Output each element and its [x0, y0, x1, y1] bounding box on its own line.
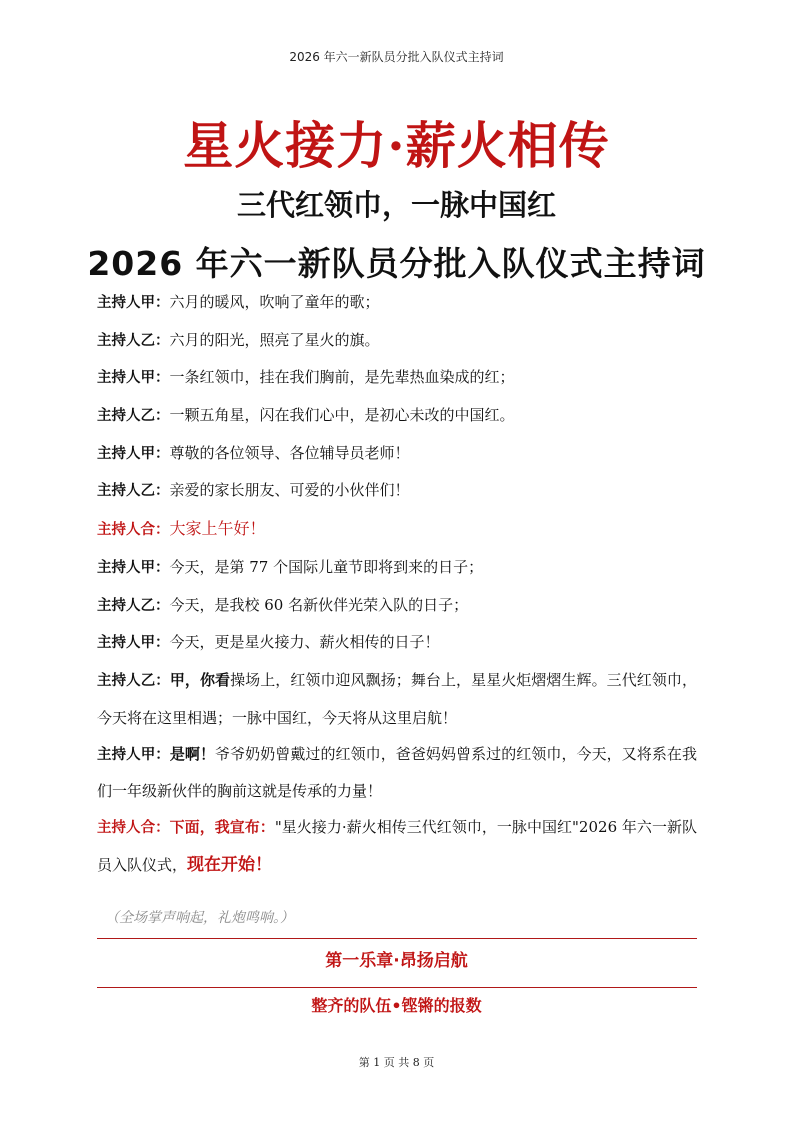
- speaker-label: 主持人甲：: [97, 445, 170, 462]
- stage-direction: （全场掌声响起，礼炮鸣响。）: [105, 910, 294, 926]
- line-text: 操场上，红领巾迎风飘扬；舞台上，星星火炬熠熠生辉。三代红领巾，今天将在这里相遇；一脉中国红，今天将从这里启航！: [97, 671, 697, 727]
- speaker-label: 主持人乙：: [97, 673, 170, 690]
- line-emphasis: 是啊！: [169, 744, 216, 763]
- script-line: [97, 595, 697, 617]
- script-line: [97, 632, 697, 654]
- script-line: [97, 662, 697, 736]
- speaker-label: 主持人甲：: [97, 295, 170, 311]
- line-text: 一颗五角星，闪在我们心中，是初心未改的中国红。: [169, 406, 515, 425]
- speaker-label: 主持人合：: [97, 820, 170, 837]
- section-rule-top: [97, 938, 697, 939]
- line-text: 爷爷奶奶曾戴过的红领巾，爸爸妈妈曾系过的红领巾，今天，又将系在我们一年级新伙伴的胸前这就是传承的力量！: [97, 744, 697, 801]
- script-line: [97, 557, 697, 579]
- speaker-label: 主持人乙：: [97, 408, 170, 425]
- script-lines: [97, 292, 697, 890]
- line-text: 一条红领巾，挂在我们胸前，是先辈热血染成的红；: [169, 368, 515, 387]
- script-line: [97, 330, 697, 352]
- line-text: 六月的暖风，吹响了童年的歌；: [169, 293, 380, 311]
- line-text: 六月的阳光，照亮了星火的旗。: [169, 330, 380, 349]
- line-text: 今天，是我校 60 名新伙伴光荣入队的日子；: [169, 595, 469, 614]
- line-text: 今天，更是星火接力、薪火相传的日子！: [169, 633, 440, 652]
- script-line: [97, 480, 697, 502]
- document-heading: 2026 年六一新队员分批入队仪式主持词: [87, 244, 706, 283]
- script-line: [97, 292, 697, 314]
- line-text: 尊敬的各位领导、各位辅导员老师！: [169, 443, 410, 462]
- line-emphasis: 甲，你看: [169, 671, 231, 690]
- section-rule-bottom: [97, 987, 697, 988]
- line-tail: 现在开始！: [187, 854, 273, 875]
- speaker-label: 主持人乙：: [97, 483, 170, 500]
- speaker-label: 主持人乙：: [97, 597, 170, 614]
- line-emphasis: 下面，我宣布：: [169, 818, 275, 837]
- speaker-label: 主持人甲：: [97, 370, 170, 387]
- document-subtitle: 三代红领巾，一脉中国红: [236, 188, 556, 222]
- speaker-label: 主持人乙：: [97, 332, 170, 349]
- script-line: [97, 367, 697, 389]
- script-line: [97, 405, 697, 427]
- script-line-greeting: [97, 518, 697, 541]
- script-line-announcement: [97, 809, 697, 883]
- line-text: "星火接力·薪火相传三代红领巾，一脉中国红"2026 年六一新队员入队仪式，: [97, 818, 698, 874]
- speaker-label: 主持人合：: [97, 522, 170, 539]
- line-text: 大家上午好！: [169, 519, 266, 539]
- speaker-label: 主持人甲：: [97, 559, 170, 576]
- section-title: 第一乐章·昂扬启航: [325, 951, 468, 971]
- line-text: 今天，是第 77 个国际儿童节即将到来的日子；: [169, 557, 484, 576]
- page-footer: 第 1 页 共 8 页: [358, 1056, 435, 1069]
- script-line: [97, 736, 697, 810]
- page-header: 2026 年六一新队员分批入队仪式主持词: [289, 50, 504, 64]
- speaker-label: 主持人甲：: [97, 635, 170, 652]
- subsection-title: 整齐的队伍•铿锵的报数: [311, 996, 482, 1015]
- document-title: 星火接力·薪火相传: [183, 116, 610, 175]
- speaker-label: 主持人甲：: [97, 746, 170, 763]
- script-line: [97, 443, 697, 465]
- line-text: 亲爱的家长朋友、可爱的小伙伴们！: [169, 481, 410, 500]
